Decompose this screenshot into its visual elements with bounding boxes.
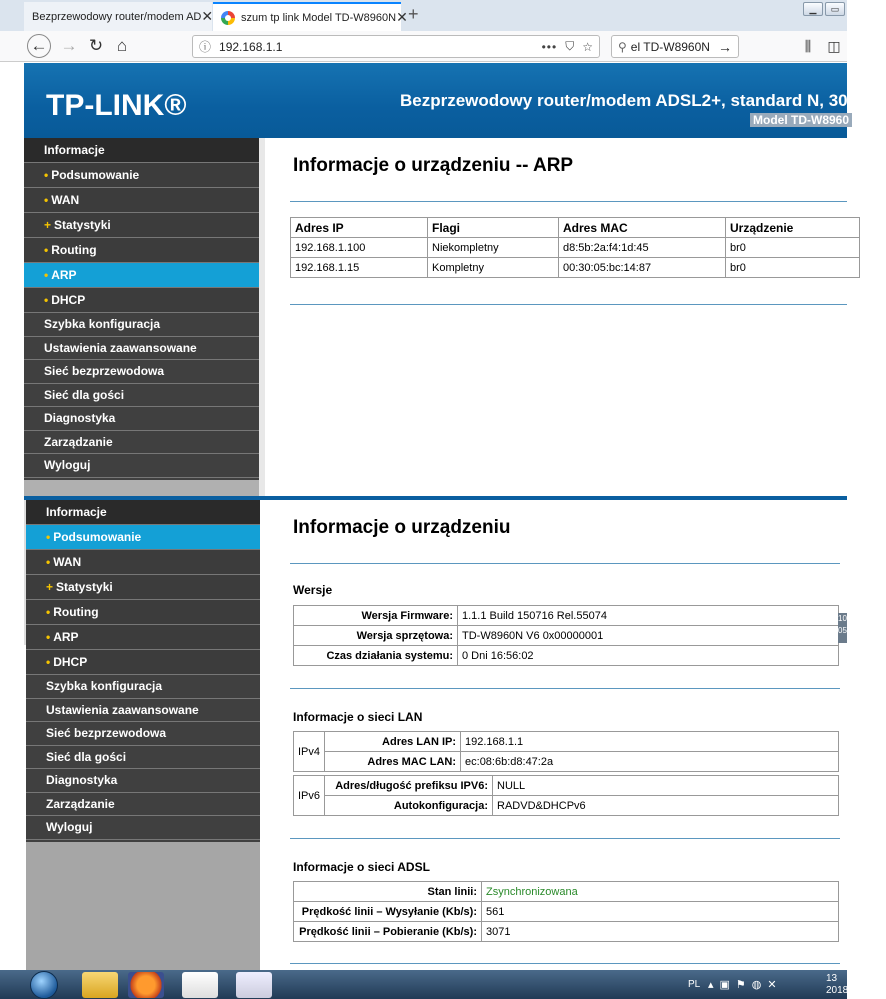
sidebar-item-label: Zarządzanie	[44, 434, 113, 449]
sidebar-item-statystyki[interactable]	[24, 213, 259, 238]
table-row	[294, 626, 839, 646]
sidebar-item-diagnostyka[interactable]	[26, 769, 260, 793]
value: RADVD&DHCPv6	[493, 796, 839, 816]
sidebar-item-label: Podsumowanie	[53, 530, 142, 544]
value: 1.1.1 Build 150716 Rel.55074	[458, 606, 839, 626]
browser-nav-bar	[0, 31, 847, 62]
divider	[290, 963, 840, 964]
sidebar-item-routing[interactable]	[26, 600, 260, 625]
divider	[290, 304, 847, 305]
table-row	[291, 258, 860, 278]
sidebar-item-label: Podsumowanie	[51, 168, 140, 182]
forward-icon[interactable]: →	[60, 36, 78, 55]
lan-ipv6-table	[293, 775, 839, 816]
sidebar-item-statystyki[interactable]	[26, 575, 260, 600]
close-icon[interactable]: ✕	[396, 9, 408, 25]
lan-ipv4-table	[293, 731, 839, 772]
clock[interactable]	[826, 973, 848, 997]
bullet-icon: +	[44, 218, 52, 232]
col-ip: Adres IP	[291, 218, 428, 238]
bullet-icon: •	[44, 268, 49, 282]
table-row	[294, 776, 839, 796]
bullet-icon: •	[46, 605, 51, 619]
ipv6-label: IPv6	[294, 776, 325, 816]
label: Wersja sprzętowa:	[294, 626, 458, 646]
header-title: Bezprzewodowy router/modem ADSL2+, standard N, 300Mb/	[400, 91, 886, 110]
table-row	[294, 606, 839, 626]
sidebar-item-label: Informacje	[46, 505, 107, 519]
sidebar-divider	[259, 138, 265, 498]
sidebar-item-dhcp[interactable]	[24, 288, 259, 313]
sidebar-item-label: Statystyki	[56, 580, 113, 594]
search-icon: ⚲	[618, 39, 627, 54]
go-arrow-icon[interactable]: →	[718, 38, 732, 55]
firefox-icon[interactable]	[128, 972, 164, 998]
sidebar-item-label: DHCP	[51, 293, 86, 307]
url-text: 192.168.1.1	[219, 39, 283, 54]
sidebar-menu-top	[24, 138, 259, 480]
table-row	[294, 752, 839, 772]
sidebar-item-label: Diagnostyka	[44, 411, 116, 425]
page-title-arp: Informacje o urządzeniu -- ARP	[293, 155, 574, 176]
side-clip	[838, 613, 847, 643]
sidebar-item-ustawienia-zaawansowane[interactable]	[26, 699, 260, 723]
col-device: Urządzenie	[726, 218, 860, 238]
sidebar-menu-bottom	[26, 500, 260, 842]
sidebar-item-label: WAN	[53, 555, 82, 569]
sidebar-filler	[26, 842, 260, 970]
bullet-icon: •	[46, 630, 51, 644]
sidebar-item-ustawienia-zaawansowane[interactable]	[24, 337, 259, 361]
value: 0 Dni 16:56:02	[458, 646, 839, 666]
side-clip-b: 05	[838, 626, 847, 635]
bullet-icon: •	[46, 555, 51, 569]
sidebar-item-label: Wyloguj	[46, 820, 93, 834]
tp-link-logo: TP-LINK®	[46, 89, 187, 122]
info-icon: ⓘ	[199, 40, 212, 54]
bullet-icon: •	[46, 530, 51, 544]
sidebar-item-wan[interactable]	[24, 188, 259, 213]
sidebar-item-arp[interactable]	[24, 263, 259, 288]
close-icon[interactable]: ✕	[201, 8, 214, 24]
header-model: Model TD-W8960	[750, 113, 852, 127]
sidebar-item-label: Routing	[51, 243, 97, 257]
sidebar-item-label: ARP	[53, 630, 79, 644]
bullet-icon: •	[44, 243, 49, 257]
url-bar[interactable]	[192, 35, 600, 58]
sidebar-item-label: Sieć bezprzewodowa	[44, 364, 165, 378]
divider	[290, 688, 840, 689]
divider	[290, 563, 840, 564]
sidebar-item-zarządzanie[interactable]	[24, 431, 259, 455]
bullet-icon: •	[46, 655, 51, 669]
table-row	[294, 732, 839, 752]
ipv4-label: IPv4	[294, 732, 325, 772]
col-flags: Flagi	[428, 218, 559, 238]
tab-search[interactable]	[213, 2, 408, 31]
cell-device: br0	[726, 238, 860, 258]
sidebar-item-zarządzanie[interactable]	[26, 793, 260, 817]
value: 561	[482, 902, 839, 922]
language-indicator[interactable]: PL	[688, 979, 701, 990]
sidebar-item-routing[interactable]	[24, 238, 259, 263]
sidebar-item-label: Szybka konfiguracja	[46, 679, 163, 693]
versions-table	[293, 605, 839, 666]
sidebar-item-szybka-konfiguracja[interactable]	[26, 675, 260, 699]
label: Czas działania systemu:	[294, 646, 458, 666]
section-versions: Wersje	[293, 583, 333, 597]
cell-ip: 192.168.1.100	[291, 238, 428, 258]
side-clip-a: 10	[838, 614, 847, 623]
sidebar-item-label: Sieć dla gości	[46, 749, 127, 764]
value: TD-W8960N V6 0x00000001	[458, 626, 839, 646]
table-row	[291, 238, 860, 258]
bullet-icon: •	[44, 193, 49, 207]
cell-mac: 00:30:05:bc:14:87	[559, 258, 726, 278]
cell-device: br0	[726, 258, 860, 278]
bullet-icon: •	[44, 168, 49, 182]
explorer-icon[interactable]	[82, 972, 118, 998]
start-button[interactable]	[30, 971, 58, 999]
clock-date: 2018	[826, 985, 849, 996]
label: Prędkość linii – Pobieranie (Kb/s):	[294, 922, 482, 942]
sidebar-item-label: ARP	[51, 268, 77, 282]
value: 3071	[482, 922, 839, 942]
sidebar-item-wan[interactable]	[26, 550, 260, 575]
label: Adres LAN IP:	[325, 732, 461, 752]
back-icon[interactable]: ←	[27, 34, 51, 58]
section-adsl: Informacje o sieci ADSL	[293, 860, 430, 874]
label: Adres/długość prefiksu IPV6:	[325, 776, 493, 796]
sidebar-item-label: Ustawienia zaawansowane	[46, 702, 199, 717]
sidebar-item-informacje[interactable]	[26, 500, 260, 525]
sidebar-item-wyloguj[interactable]	[26, 816, 260, 840]
sidebar-item-label: Sieć bezprzewodowa	[46, 726, 167, 740]
adsl-table	[293, 881, 839, 942]
sidebar-item-label: Wyloguj	[44, 458, 91, 472]
reload-icon[interactable]: ↻	[88, 36, 104, 55]
maximize-icon[interactable]: ▭	[825, 2, 845, 16]
sidebar-item-szybka-konfiguracja[interactable]	[24, 313, 259, 337]
minimize-icon[interactable]: ▁	[803, 2, 823, 16]
google-icon	[221, 11, 235, 25]
clock-time: 13	[826, 973, 838, 984]
cell-flags: Kompletny	[428, 258, 559, 278]
sidebar-item-wyloguj[interactable]	[24, 454, 259, 478]
value: NULL	[493, 776, 839, 796]
page-title-summary: Informacje o urządzeniu	[293, 517, 511, 538]
arp-table	[290, 217, 860, 278]
tab-label: Bezprzewodowy router/modem AD	[32, 10, 202, 23]
value: Zsynchronizowana	[482, 882, 839, 902]
divider	[290, 838, 840, 839]
cell-ip: 192.168.1.15	[291, 258, 428, 278]
sidebar-item-sieć-bezprzewodowa[interactable]	[24, 360, 259, 384]
bullet-icon: +	[46, 580, 54, 594]
home-icon[interactable]: ⌂	[116, 36, 128, 55]
tab-label: szum tp link Model TD-W8960N	[241, 11, 397, 24]
taskbar	[0, 970, 847, 999]
sidebar-item-label: Statystyki	[54, 218, 111, 232]
sidebar-item-label: Zarządzanie	[46, 796, 115, 811]
pocket-icon[interactable]: ⛉	[565, 39, 575, 53]
divider	[290, 201, 847, 202]
table-row	[294, 902, 839, 922]
sidebar-item-sieć-bezprzewodowa[interactable]	[26, 722, 260, 746]
sidebar-item-arp[interactable]	[26, 625, 260, 650]
page-actions-icon[interactable]: •••	[541, 39, 558, 54]
sidebar-item-label: DHCP	[53, 655, 88, 669]
cell-flags: Niekompletny	[428, 238, 559, 258]
bookmark-star-icon[interactable]: ☆	[582, 39, 593, 54]
section-lan: Informacje o sieci LAN	[293, 710, 423, 724]
search-input[interactable]	[611, 35, 739, 58]
table-row	[294, 882, 839, 902]
sidebar-item-sieć-dla-gości[interactable]	[24, 384, 259, 408]
sidebar-item-diagnostyka[interactable]	[24, 407, 259, 431]
label: Wersja Firmware:	[294, 606, 458, 626]
table-row	[294, 796, 839, 816]
browser-tab-bar	[0, 0, 847, 31]
table-row	[294, 646, 839, 666]
value: ec:08:6b:d8:47:2a	[461, 752, 839, 772]
cell-mac: d8:5b:2a:f4:1d:45	[559, 238, 726, 258]
router-header	[24, 63, 886, 138]
library-icon[interactable]: ⫼	[804, 38, 812, 54]
sidebar-item-dhcp[interactable]	[26, 650, 260, 675]
sidebar-item-podsumowanie[interactable]	[26, 525, 260, 550]
sidebar-item-label: Szybka konfiguracja	[44, 317, 161, 331]
sidebar-item-label: Routing	[53, 605, 99, 619]
sidebar-item-label: Diagnostyka	[46, 773, 118, 787]
sidebar-item-informacje[interactable]	[24, 138, 259, 163]
tab-router[interactable]	[24, 2, 212, 31]
bullet-icon: •	[44, 293, 49, 307]
sidebar-item-label: WAN	[51, 193, 80, 207]
sidebar-item-podsumowanie[interactable]	[24, 163, 259, 188]
sidebar-item-label: Informacje	[44, 143, 105, 157]
sidebar-item-label: Ustawienia zaawansowane	[44, 340, 197, 355]
search-value: el TD-W8960N	[630, 39, 710, 54]
value: 192.168.1.1	[461, 732, 839, 752]
label: Prędkość linii – Wysyłanie (Kb/s):	[294, 902, 482, 922]
label: Adres MAC LAN:	[325, 752, 461, 772]
new-tab-icon[interactable]: +	[408, 4, 419, 24]
sidebar-item-sieć-dla-gości[interactable]	[26, 746, 260, 770]
media-player-icon[interactable]	[182, 972, 218, 998]
tray-icons[interactable]: ▴▣⚑◍✕	[708, 979, 783, 991]
label: Stan linii:	[294, 882, 482, 902]
table-row	[294, 922, 839, 942]
sidebar-icon[interactable]: ◫	[827, 38, 841, 54]
label: Autokonfiguracja:	[325, 796, 493, 816]
col-mac: Adres MAC	[559, 218, 726, 238]
paint-icon[interactable]	[236, 972, 272, 998]
sidebar-item-label: Sieć dla gości	[44, 387, 125, 402]
